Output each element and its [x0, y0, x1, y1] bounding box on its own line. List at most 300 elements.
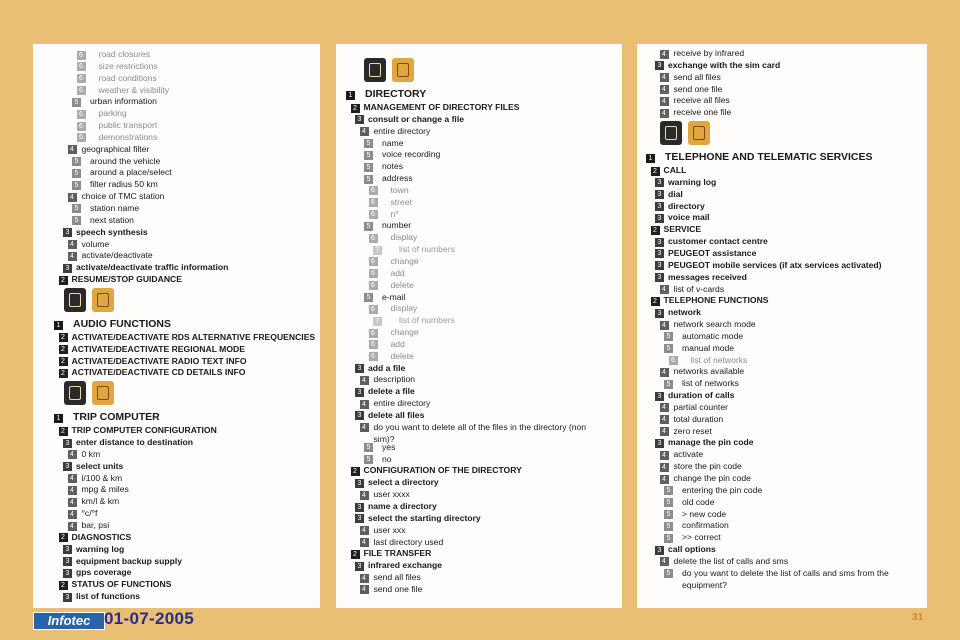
menu-item-label: receive by infrared: [673, 48, 745, 58]
menu-item-level-2: [651, 165, 925, 177]
level-badge: 4: [660, 85, 669, 94]
level-badge: 6: [369, 340, 378, 349]
menu-item-level-5: [664, 497, 924, 509]
level-badge: 2: [351, 550, 360, 559]
menu-item-level-3: [655, 260, 924, 272]
menu-item-label: delete: [390, 350, 414, 361]
menu-item-level-4: [660, 414, 925, 426]
level-badge: 7: [373, 317, 382, 326]
telephone-section-icons: [646, 119, 924, 149]
menu-item-label: total duration: [673, 413, 724, 424]
menu-item-level-4: [660, 95, 925, 107]
level-badge: 3: [655, 202, 664, 211]
menu-item-level-4: [68, 496, 317, 508]
level-badge: 4: [360, 127, 369, 136]
menu-item-level-3: [355, 114, 618, 126]
menu-item-level-5: [664, 520, 924, 532]
menu-item-label: town: [390, 184, 409, 195]
menu-item-label: DIRECTORY: [365, 88, 427, 100]
level-badge: 2: [59, 357, 68, 366]
menu-item-level-2: [59, 356, 317, 368]
menu-item-level-4: [660, 48, 925, 60]
level-badge: 4: [360, 526, 369, 535]
level-badge: 3: [355, 514, 364, 523]
menu-item-level-4: [660, 284, 925, 296]
menu-item-label: select a directory: [368, 477, 439, 488]
level-badge: 1: [646, 154, 655, 163]
menu-item-label: entire directory: [373, 125, 431, 136]
level-badge: 5: [364, 222, 373, 231]
menu-item-label: entire directory: [373, 398, 431, 409]
menu-item-label: AUDIO FUNCTIONS: [73, 317, 171, 330]
menu-item-level-6: [369, 351, 619, 363]
menu-item-level-4: [660, 319, 925, 331]
menu-item-level-3: [355, 560, 618, 572]
menu-item-label: activate/deactivate: [81, 250, 153, 261]
menu-item-label: gps coverage: [76, 567, 132, 578]
level-badge: 5: [664, 380, 673, 389]
level-badge: 3: [655, 238, 664, 247]
level-badge: 5: [664, 522, 673, 531]
menu-item-label: networks available: [673, 366, 745, 377]
menu-item-label: change: [390, 255, 419, 266]
level-badge: 5: [364, 163, 373, 172]
menu-item-label: TELEPHONE AND TELEMATIC SERVICES: [665, 151, 873, 164]
level-badge: 7: [373, 246, 382, 255]
menu-item-label: CONFIGURATION OF THE DIRECTORY: [363, 465, 522, 476]
menu-item-label: ACTIVATE/DEACTIVATE RADIO TEXT INFO: [71, 355, 247, 366]
menu-item-level-5: [364, 149, 618, 161]
menu-item-label: notes: [382, 161, 404, 172]
level-badge: 3: [63, 545, 72, 554]
menu-item-level-4: [360, 489, 619, 501]
menu-item-label: next station: [90, 214, 134, 225]
menu-item-label: l/100 & km: [81, 472, 123, 483]
menu-item-label: 0 km: [81, 448, 101, 459]
menu-item-label: filter radius 50 km: [90, 179, 158, 190]
menu-item-label: no: [382, 453, 392, 464]
menu-item-label: send one file: [373, 583, 423, 594]
level-badge: 3: [655, 214, 664, 223]
level-badge: 3: [63, 228, 72, 237]
level-badge: 3: [355, 364, 364, 373]
menu-item-level-5: [72, 215, 316, 227]
menu-item-level-3: [355, 501, 618, 513]
menu-item-label: address: [382, 173, 413, 184]
level-badge: 4: [660, 109, 669, 118]
menu-item-level-2: [59, 332, 317, 344]
level-badge: 3: [63, 439, 72, 448]
menu-item-level-3: [355, 513, 618, 525]
menu-item-label: choice of TMC station: [81, 191, 165, 202]
menu-item-label: call options: [668, 544, 716, 555]
level-badge: 3: [63, 593, 72, 602]
menu-item-label: e-mail: [382, 291, 406, 302]
telephone-button-icon: [688, 121, 710, 145]
menu-item-label: add: [390, 338, 405, 349]
level-badge: 4: [360, 400, 369, 409]
menu-item-label: around the vehicle: [90, 155, 161, 166]
level-badge: 4: [68, 486, 77, 495]
menu-item-label: CALL: [663, 165, 687, 176]
menu-item-level-4: [660, 402, 925, 414]
menu-item-label: manage the pin code: [668, 437, 754, 448]
menu-item-label: road conditions: [98, 72, 157, 83]
trip-button-icon: [92, 381, 114, 405]
menu-item-level-4: [360, 525, 619, 537]
menu-item-label: enter distance to destination: [76, 437, 193, 448]
level-badge: 4: [360, 491, 369, 500]
menu-item-label: activate/deactivate traffic information: [76, 262, 229, 273]
menu-item-label: delete a file: [368, 386, 415, 397]
menu-item-level-3: [655, 390, 924, 402]
level-badge: 4: [660, 368, 669, 377]
menu-column-2: [346, 56, 618, 596]
menu-item-label: geographical filter: [81, 143, 150, 154]
menu-item-level-3: [63, 567, 316, 579]
level-badge: 3: [355, 503, 364, 512]
menu-item-label: urban information: [90, 96, 157, 107]
level-badge: 3: [655, 392, 664, 401]
menu-item-level-4: [68, 144, 317, 156]
menu-item-level-5: [364, 138, 618, 150]
telephone-screen-icon: [660, 121, 682, 145]
level-badge: 5: [664, 569, 673, 578]
menu-item-label: bar, psi: [81, 520, 110, 530]
menu-item-level-3: [655, 544, 924, 556]
menu-item-level-2: [59, 367, 317, 379]
menu-item-level-2: [351, 548, 619, 560]
level-badge: 5: [364, 139, 373, 148]
menu-item-label: km/l & km: [81, 496, 120, 507]
level-badge: 4: [360, 585, 369, 594]
menu-item-label: SERVICE: [663, 224, 702, 235]
level-badge: 3: [655, 546, 664, 555]
menu-item-label: list of networks: [682, 378, 739, 389]
menu-item-level-2: [351, 465, 619, 477]
menu-item-level-4: [360, 398, 619, 410]
menu-item-label: TRIP COMPUTER CONFIGURATION: [71, 425, 217, 436]
level-badge: 1: [346, 91, 355, 100]
menu-item-level-5: [664, 568, 924, 588]
level-badge: 4: [68, 240, 77, 249]
menu-item-label: °c/°f: [81, 508, 98, 519]
menu-item-level-6: [369, 327, 619, 339]
menu-item-label: receive all files: [673, 95, 730, 106]
menu-item-level-4: [660, 473, 925, 485]
menu-item-level-6: [77, 85, 317, 97]
menu-item-level-4: [68, 449, 317, 461]
level-badge: 5: [364, 455, 373, 464]
menu-item-level-5: [72, 156, 316, 168]
level-badge: 5: [664, 534, 673, 543]
menu-item-level-6: [369, 209, 619, 221]
level-badge: 4: [660, 73, 669, 82]
menu-item-label: equipment backup supply: [76, 555, 183, 566]
menu-item-level-3: [655, 177, 924, 189]
menu-item-level-2: [651, 224, 925, 236]
level-badge: 3: [655, 273, 664, 282]
menu-item-level-5: [664, 509, 924, 521]
level-badge: 1: [54, 414, 63, 423]
menu-item-label: partial counter: [673, 401, 728, 412]
level-badge: 2: [351, 467, 360, 476]
menu-item-label: STATUS OF FUNCTIONS: [71, 579, 172, 590]
menu-item-level-3: [355, 477, 618, 489]
menu-item-label: change: [390, 327, 419, 338]
menu-item-level-4: [68, 473, 317, 485]
menu-item-label: > new code: [682, 508, 727, 519]
menu-item-level-3: [355, 363, 618, 375]
menu-item-level-3: [655, 60, 924, 72]
menu-column-3: [646, 48, 924, 588]
level-badge: 5: [72, 157, 81, 166]
menu-item-label: add a file: [368, 362, 406, 373]
level-badge: 5: [664, 510, 673, 519]
menu-item-label: select the starting directory: [368, 512, 481, 523]
menu-item-label: customer contact centre: [668, 236, 768, 247]
menu-item-level-5: [664, 532, 924, 544]
trip-section-icons: [54, 379, 316, 409]
menu-item-label: store the pin code: [673, 461, 742, 472]
menu-item-label: size restrictions: [98, 60, 158, 71]
menu-item-label: >> correct: [682, 532, 721, 543]
menu-item-label: send all files: [673, 71, 721, 82]
menu-item-level-6: [77, 132, 317, 144]
menu-item-level-4: [360, 374, 619, 386]
menu-item-label: last directory used: [373, 536, 444, 547]
menu-item-level-5: [364, 173, 618, 185]
menu-column-1: [54, 49, 316, 603]
directory-section-icons: [346, 56, 618, 86]
level-badge: 5: [364, 293, 373, 302]
menu-item-level-6: [77, 120, 317, 132]
menu-item-level-5: [364, 454, 618, 466]
menu-item-level-3: [655, 201, 924, 213]
menu-item-level-6: [369, 339, 619, 351]
menu-item-label: around a place/select: [90, 167, 172, 178]
level-badge: 2: [59, 345, 68, 354]
directory-screen-icon: [364, 58, 386, 82]
menu-item-label: confirmation: [682, 520, 729, 531]
level-badge: 4: [68, 145, 77, 154]
infotec-logo: Infotec: [33, 612, 105, 630]
level-badge: 3: [355, 388, 364, 397]
audio-section-icons: [54, 286, 316, 316]
level-badge: 3: [655, 439, 664, 448]
menu-item-level-6: [369, 280, 619, 292]
menu-item-label: messages received: [668, 271, 747, 282]
level-badge: 4: [660, 463, 669, 472]
level-badge: 6: [369, 269, 378, 278]
menu-item-level-6: [369, 303, 619, 315]
level-badge: 6: [369, 281, 378, 290]
menu-item-level-5: [364, 220, 618, 232]
menu-item-level-6: [77, 108, 317, 120]
level-badge: 4: [360, 376, 369, 385]
menu-item-level-6: [369, 185, 619, 197]
menu-item-label: ACTIVATE/DEACTIVATE RDS ALTERNATIVE FREQUENCIES: [71, 331, 316, 342]
menu-item-level-3: [63, 227, 316, 239]
menu-item-level-5: [664, 343, 924, 355]
level-badge: 3: [655, 309, 664, 318]
level-badge: 5: [364, 175, 373, 184]
menu-item-level-4: [68, 191, 317, 203]
level-badge: 2: [351, 104, 360, 113]
menu-item-level-6: [77, 61, 317, 73]
level-badge: 6: [77, 74, 86, 83]
menu-item-label: PEUGEOT mobile services (if atx services activated): [668, 259, 882, 270]
menu-item-level-7: [373, 244, 618, 256]
menu-item-level-4: [660, 366, 925, 378]
level-badge: 4: [660, 557, 669, 566]
menu-item-level-5: [72, 203, 316, 215]
menu-item-label: name: [382, 137, 404, 148]
menu-item-level-4: [660, 84, 925, 96]
level-badge: 3: [63, 557, 72, 566]
menu-item-label: DIAGNOSTICS: [71, 531, 132, 542]
menu-item-level-6: [77, 73, 317, 85]
menu-item-level-4: [68, 484, 317, 496]
menu-item-label: list of v-cards: [673, 283, 725, 294]
menu-item-level-5: [72, 179, 316, 191]
menu-item-label: MANAGEMENT OF DIRECTORY FILES: [363, 102, 520, 112]
level-badge: 4: [660, 50, 669, 59]
menu-item-label: FILE TRANSFER: [363, 548, 432, 559]
menu-item-label: list of numbers: [399, 244, 455, 255]
menu-item-label: number: [382, 220, 412, 231]
menu-item-label: warning log: [668, 176, 717, 187]
menu-item-label: ACTIVATE/DEACTIVATE REGIONAL MODE: [71, 343, 245, 354]
menu-item-level-2: [59, 532, 317, 544]
audio-button-icon: [92, 288, 114, 312]
menu-item-level-4: [360, 422, 619, 442]
level-badge: 4: [660, 451, 669, 460]
menu-item-level-3: [655, 248, 924, 260]
menu-item-label: list of networks: [690, 354, 748, 365]
level-badge: 3: [655, 261, 664, 270]
menu-item-label: delete the list of calls and sms: [673, 555, 789, 566]
level-badge: 4: [68, 193, 77, 202]
level-badge: 3: [655, 178, 664, 187]
menu-panel-right: [637, 44, 927, 608]
menu-item-level-4: [68, 239, 317, 251]
menu-item-label: list of numbers: [399, 315, 455, 326]
trip-screen-icon: [64, 381, 86, 405]
level-badge: 2: [59, 533, 68, 542]
level-badge: 5: [664, 332, 673, 341]
menu-item-label: name a directory: [368, 501, 437, 511]
menu-item-level-3: [63, 544, 316, 556]
directory-button-icon: [392, 58, 414, 82]
menu-item-label: display: [390, 303, 418, 314]
level-badge: 6: [77, 133, 86, 142]
menu-item-level-4: [360, 126, 619, 138]
menu-item-label: mpg & miles: [81, 484, 129, 495]
menu-item-level-3: [655, 189, 924, 201]
level-badge: 2: [651, 226, 660, 235]
menu-item-label: user xxxx: [373, 489, 410, 500]
menu-item-label: description: [373, 374, 416, 385]
menu-item-level-2: [651, 295, 925, 307]
menu-item-label: weather & visibility: [98, 84, 170, 95]
level-badge: 4: [68, 510, 77, 519]
menu-item-level-2: [59, 579, 317, 591]
menu-item-level-5: [664, 331, 924, 343]
level-badge: 4: [360, 538, 369, 547]
menu-item-level-6: [77, 49, 317, 61]
level-badge: 5: [72, 169, 81, 178]
menu-item-level-4: [68, 520, 317, 532]
menu-item-label: old code: [682, 496, 715, 507]
level-badge: 6: [369, 305, 378, 314]
menu-item-level-3: [655, 212, 924, 224]
level-badge: 4: [660, 97, 669, 106]
menu-item-label: consult or change a file: [368, 113, 464, 124]
menu-item-level-6: [669, 355, 925, 367]
menu-item-level-4: [360, 584, 619, 596]
level-badge: 5: [72, 98, 81, 107]
menu-item-label: TELEPHONE FUNCTIONS: [663, 295, 769, 306]
menu-item-level-3: [63, 437, 316, 449]
level-badge: 4: [360, 574, 369, 583]
menu-item-label: yes: [382, 441, 396, 452]
menu-item-label: voice recording: [382, 149, 441, 160]
menu-item-level-6: [369, 232, 619, 244]
level-badge: 5: [72, 181, 81, 190]
menu-item-level-5: [364, 292, 618, 304]
menu-item-level-3: [655, 272, 924, 284]
menu-item-level-3: [655, 437, 924, 449]
menu-item-label: entering the pin code: [682, 484, 763, 495]
level-badge: 4: [660, 427, 669, 436]
level-badge: 3: [355, 115, 364, 124]
menu-item-level-2: [59, 274, 317, 286]
menu-item-level-2: [351, 102, 619, 114]
level-badge: 5: [72, 204, 81, 213]
menu-item-level-3: [655, 236, 924, 248]
menu-panel-left: [33, 44, 320, 608]
level-badge: 3: [63, 462, 72, 471]
menu-item-label: road closures: [98, 49, 151, 59]
level-badge: 2: [59, 276, 68, 285]
level-badge: 6: [669, 356, 678, 365]
menu-item-level-4: [68, 508, 317, 520]
menu-item-label: do you want to delete all of the files in the directory (non sim)?: [373, 421, 587, 444]
menu-item-label: activate: [673, 449, 704, 460]
menu-item-label: warning log: [76, 543, 125, 554]
menu-item-label: demonstrations: [98, 131, 158, 142]
menu-item-label: PEUGEOT assistance: [668, 247, 757, 258]
level-badge: 6: [369, 352, 378, 361]
level-badge: 3: [355, 479, 364, 488]
menu-item-level-5: [664, 485, 924, 497]
level-badge: 4: [68, 498, 77, 507]
level-badge: 4: [68, 252, 77, 261]
menu-item-label: list of functions: [76, 591, 140, 602]
menu-item-label: display: [390, 232, 418, 243]
menu-item-label: user xxx: [373, 524, 406, 535]
level-badge: 6: [369, 198, 378, 207]
level-badge: 5: [364, 443, 373, 452]
menu-item-label: parking: [98, 108, 127, 119]
menu-item-label: station name: [90, 202, 140, 213]
menu-item-level-3: [655, 307, 924, 319]
menu-item-level-4: [660, 449, 925, 461]
menu-item-label: delete all files: [368, 409, 425, 420]
menu-item-label: infrared exchange: [368, 560, 443, 571]
level-badge: 4: [360, 423, 369, 432]
